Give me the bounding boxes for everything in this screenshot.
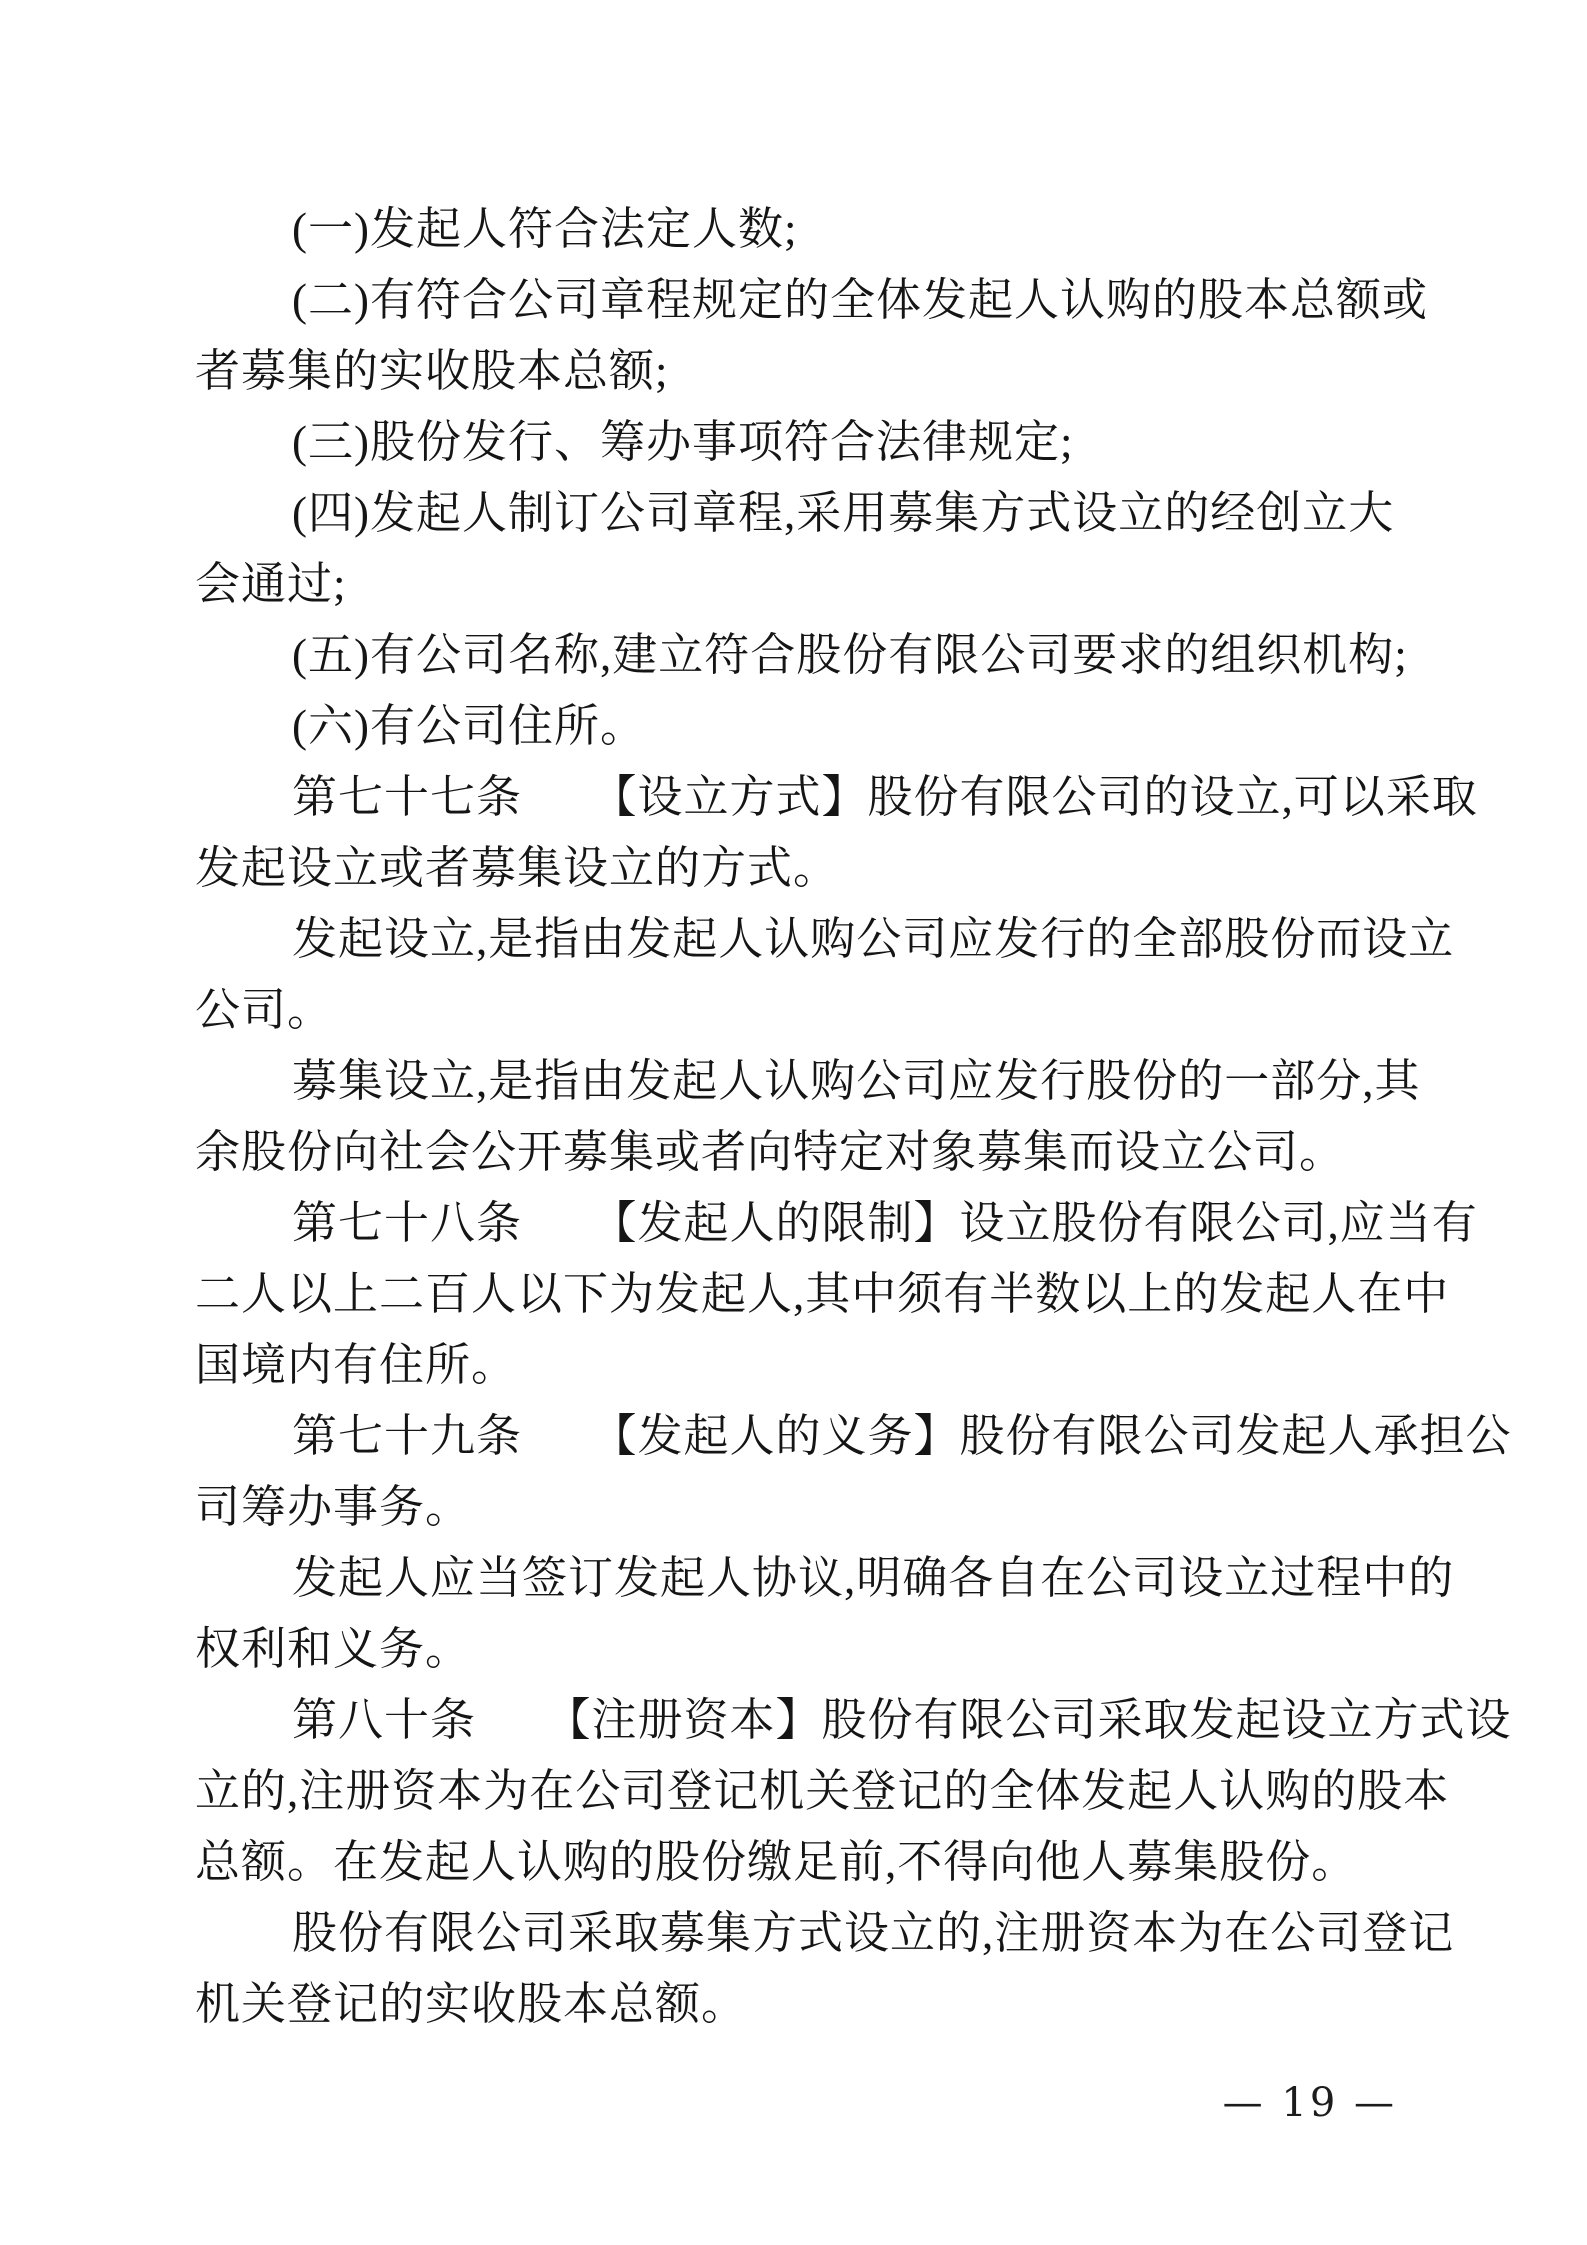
page-number: — 19 — (1222, 2080, 1397, 2126)
text-line: 募集设立,是指由发起人认购公司应发行股份的一部分,其 (292, 1056, 1421, 1106)
text-line: 第七十七条 【设立方式】股份有限公司的设立,可以采取 (292, 772, 1478, 822)
text-line: 二人以上二百人以下为发起人,其中须有半数以上的发起人在中 (195, 1269, 1450, 1319)
text-line: 会通过; (195, 559, 347, 609)
text-line: 第八十条 【注册资本】股份有限公司采取发起设立方式设 (292, 1695, 1512, 1745)
text-line: 股份有限公司采取募集方式设立的,注册资本为在公司登记 (292, 1908, 1455, 1958)
text-line: 发起设立,是指由发起人认购公司应发行的全部股份而设立 (292, 914, 1455, 964)
text-line: 国境内有住所。 (195, 1340, 518, 1390)
text-line: (六)有公司住所。 (292, 701, 646, 751)
text-line: 发起设立或者募集设立的方式。 (195, 843, 840, 893)
text-line: 第七十九条 【发起人的义务】股份有限公司发起人承担公 (292, 1411, 1512, 1461)
text-line: 者募集的实收股本总额; (195, 346, 669, 396)
text-line: 立的,注册资本为在公司登记机关登记的全体发起人认购的股本 (195, 1766, 1450, 1816)
text-line: (五)有公司名称,建立符合股份有限公司要求的组织机构; (292, 630, 1408, 680)
text-line: 第七十八条 【发起人的限制】设立股份有限公司,应当有 (292, 1198, 1478, 1248)
text-line: (三)股份发行、筹办事项符合法律规定; (292, 417, 1074, 467)
text-line: 余股份向社会公开募集或者向特定对象募集而设立公司。 (195, 1127, 1346, 1177)
text-line: 机关登记的实收股本总额。 (195, 1979, 748, 2029)
text-line: (一)发起人符合法定人数; (292, 204, 798, 254)
text-line: (二)有符合公司章程规定的全体发起人认购的股本总额或 (292, 275, 1428, 325)
text-line: 公司。 (195, 985, 334, 1035)
text-line: (四)发起人制订公司章程,采用募集方式设立的经创立大 (292, 488, 1395, 538)
document-body (195, 194, 1512, 2040)
text-line: 总额。在发起人认购的股份缴足前,不得向他人募集股份。 (195, 1837, 1358, 1887)
text-line: 权利和义务。 (195, 1624, 472, 1674)
text-line: 司筹办事务。 (195, 1482, 472, 1532)
text-line: 发起人应当签订发起人协议,明确各自在公司设立过程中的 (292, 1553, 1455, 1603)
